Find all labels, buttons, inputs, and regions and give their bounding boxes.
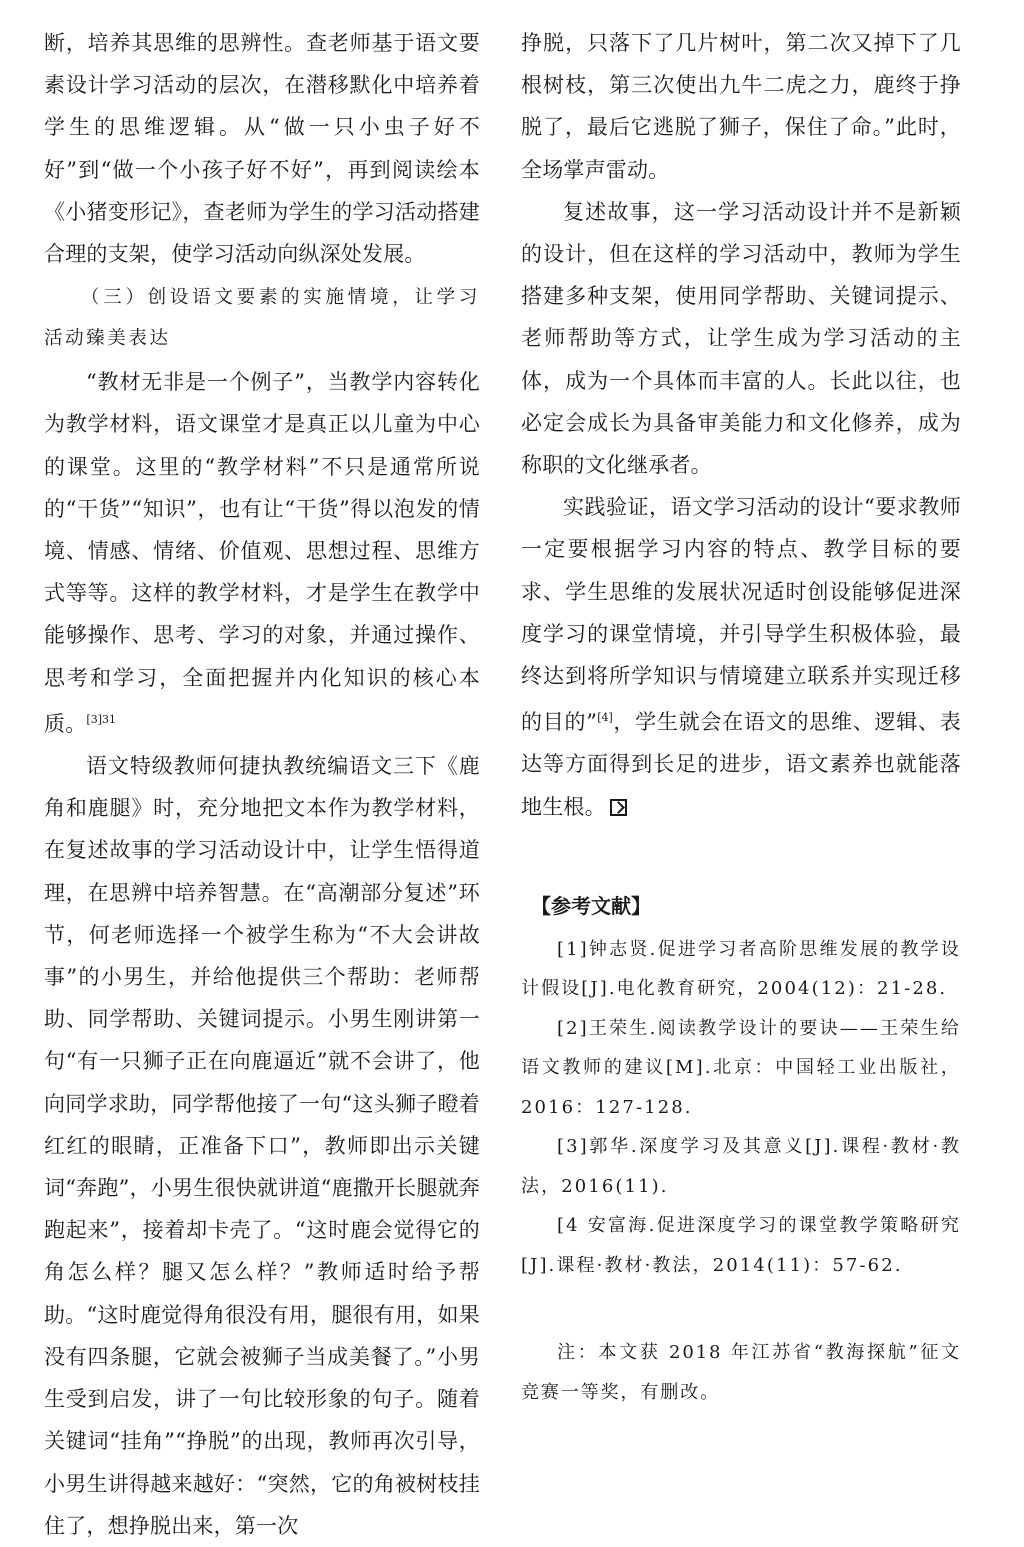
reference-item: [3]郭华.深度学习及其意义[J].课程·教材·教法，2016(11). bbox=[521, 1136, 961, 1197]
left-column bbox=[44, 22, 480, 1547]
body-paragraph bbox=[44, 361, 480, 745]
section-heading: （三）创设语文要素的实施情境，让学习活动臻美表达 bbox=[44, 287, 480, 350]
body-paragraph: 语文特级教师何捷执教统编语文三下《鹿角和鹿腿》时，充分地把文本作为教学材料，在复述故事的学习活动设计中，让学生悟得道理，在思辨中培养智慧。在“高潮部分复述”环节，何老师选择一个被学生称为“不大会讲故事”的小男生，并给他提供三个帮助：老师帮助、同学帮助、关键词提示。小男生刚讲第一句“有一只狮子正在向鹿逼近”就不会讲了，他向同学求助，同学帮他接了一句“这头狮子瞪着红红的眼睛，正准备下口”，教师即出示关键词“奔跑”，小男生很快就讲道“鹿撒开长腿就奔跑起来”，接着却卡壳了。“这时鹿会觉得它的角怎么样？腿又怎么样？”教师适时给予帮助。“这时鹿觉得角很没有用，腿很有用，如果没有四条腿，它就会被狮子当成美餐了。”小男生受到启发，讲了一句比较形象的句子。随着关键词“挂角”“挣脱”的出现，教师再次引导，小男生讲得越来越好：“突然，它的角被树枝挂住了，想挣脱出来，第一次 bbox=[44, 754, 480, 1538]
references-heading: 【参考文献】 bbox=[531, 893, 651, 918]
paragraph-text: “教材无非是一个例子”，当教学内容转化为教学材料，语文课堂才是真正以儿童为中心的课堂。这里的“教学材料”不只是通常所说的“干货”“知识”，也有让“干货”得以泡发的情境、情感、情绪、价值观、思想过程、思维方式等等。这样的教学材料，才是学生在教学中能够操作、思考、学习的对象，并通过操作、思考和学习，全面把握并内化知识的核心本质。 bbox=[44, 370, 480, 736]
body-paragraph: 断，培养其思维的思辨性。查老师基于语文要素设计学习活动的层次，在潜移默化中培养着学生的思维逻辑。从“做一只小虫子好不好”到“做一个小孩子好不好”，再到阅读绘本《小猪变形记》，查老师为学生的学习活动搭建合理的支架，使学习活动向纵深处发展。 bbox=[44, 31, 480, 267]
paragraph-text: 实践验证，语文学习活动的设计“要求教师一定要根据学习内容的特点、教学目标的要求、学生思维的发展状况适时创设能够促进深度学习的课堂情境，并引导学生积极体验，最终达到将所学知识与情境建立联系并实现迁移的目的” bbox=[521, 495, 961, 735]
reference-item: [2]王荣生.阅读教学设计的要诀——王荣生给语文教师的建议[M].北京：中国轻工业出版社，2016：127-128. bbox=[521, 1017, 961, 1118]
body-paragraph: 挣脱，只落下了几片树叶，第二次又掉下了几根树枝，第三次使出九牛二虎之力，鹿终于挣脱了，最后它逃脱了狮子，保住了命。”此时，全场掌声雷动。 bbox=[521, 31, 961, 182]
end-of-article-icon bbox=[610, 799, 627, 816]
citation-marker: [4] bbox=[597, 711, 613, 725]
body-paragraph: 复述故事，这一学习活动设计并不是新颖的设计，但在这样的学习活动中，教师为学生搭建多种支架，使用同学帮助、关键词提示、老师帮助等方式，让学生成为学习活动的主体，成为一个具体而丰富的人。长此以往，也必定会成长为具备审美能力和文化修养，成为称职的文化继承者。 bbox=[521, 199, 961, 478]
citation-marker: [3]31 bbox=[86, 712, 116, 726]
award-note: 注：本文获 2018 年江苏省“教海探航”征文竞赛一等奖，有删改。 bbox=[521, 1342, 961, 1404]
reference-item: [4 安富海.促进深度学习的课堂教学策略研究[J].课程·教材·教法，2014(11)：57-62. bbox=[521, 1215, 961, 1276]
reference-item: [1]钟志贤.促进学习者高阶思维发展的教学设计假设[J].电化教育研究，2004(12)：21-28. bbox=[521, 938, 961, 1000]
body-paragraph bbox=[521, 486, 961, 828]
paragraph-text: ，学生就会在语文的思维、逻辑、表达等方面得到长足的进步，语文素养也就能落地生根。 bbox=[521, 710, 961, 819]
right-column bbox=[521, 22, 961, 1413]
